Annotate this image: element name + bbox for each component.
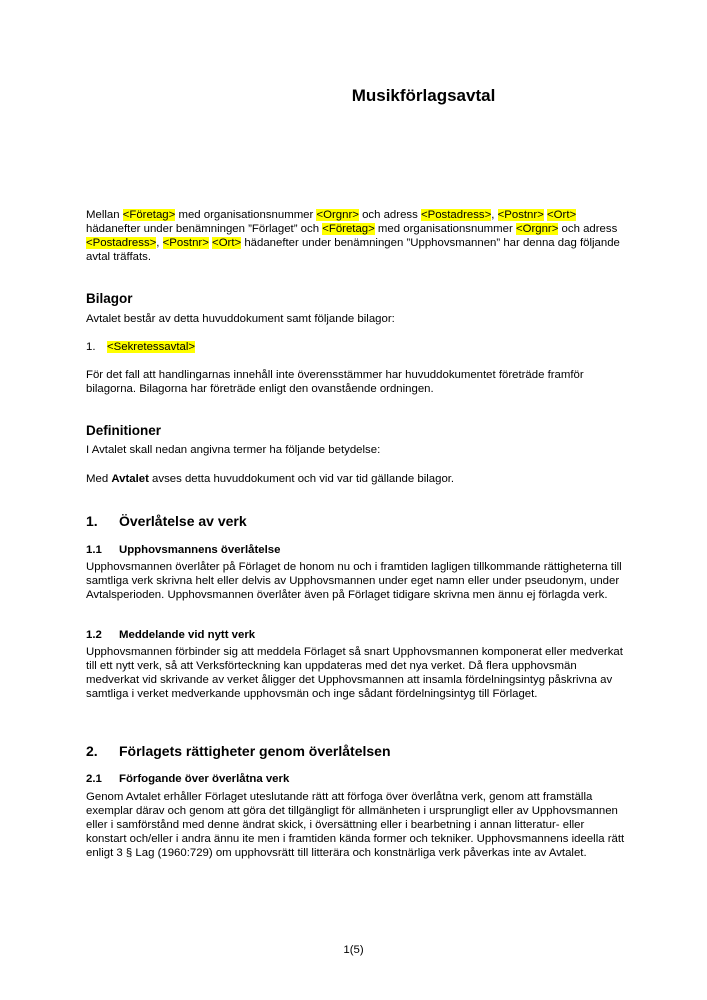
- bilagor-note: För det fall att handlingarnas innehåll inte överensstämmer har huvuddokumentet företräde framför bilagorna. Bilagorna har företräde enligt den ovanstående ordningen.: [86, 369, 584, 395]
- placeholder-postadress: <Postadress>: [420, 209, 492, 221]
- placeholder-ort: <Ort>: [547, 209, 577, 221]
- section-1-2-heading: 1.2 Meddelande vid nytt verk: [86, 629, 256, 641]
- definitioner-heading: Definitioner: [86, 423, 162, 438]
- section-2-1-text: Genom Avtalet erhåller Förlaget uteslutande rätt att förfoga över överlåtna verk, genom att framställa exemplar därav och genom att göra det tillgängligt för allmänheten i ursprungligt eller av Upphovsmannen eller i samförstånd med denne ändrat skick, i översättning eller i bearbetning i annan litteratur- eller konstart och/eller i andra ännu ite men i framtiden kända former och tekniker. Upphovsmannens ideella rätt enligt 3 § Lag (1960:729) om upphovsrätt till litterära och konstnärliga verk påverkas inte av Avtalet.: [86, 791, 625, 859]
- intro-paragraph: Mellan <Företag> med organisationsnummer <Orgnr> och adress <Postadress>, <Postnr> <Ort> hädanefter under benämningen ”Förlaget” och <Företag> med organisationsnummer <Orgnr> och adress <Postadress>, <Postnr> <Ort> hädanefter under benämningen ”Upphovsmannen” har denna dag följande avtal träffats.: [86, 209, 620, 263]
- list-number: 1.: [86, 341, 96, 353]
- defined-term: Avtalet: [111, 473, 149, 485]
- section-1-heading: 1. Överlåtelse av verk: [86, 513, 247, 529]
- section-1-1-heading: 1.1 Upphovsmannens överlåtelse: [86, 544, 281, 556]
- definition-avtalet: Med Avtalet avses detta huvuddokument och vid var tid gällande bilagor.: [86, 473, 455, 485]
- list-item: [86, 341, 195, 353]
- bilagor-heading: Bilagor: [86, 291, 133, 306]
- section-2-1-heading: 2.1 Förfogande över överlåtna verk: [86, 773, 290, 785]
- placeholder-company: <Företag>: [122, 209, 176, 221]
- document-title: Musikförlagsavtal: [351, 86, 496, 105]
- placeholder-orgnr: <Orgnr>: [316, 209, 359, 221]
- placeholder-postnr: <Postnr>: [497, 209, 544, 221]
- placeholder-ort-2: <Ort>: [212, 237, 242, 249]
- page-number: 1(5): [343, 944, 364, 956]
- placeholder-postnr-2: <Postnr>: [162, 237, 209, 249]
- placeholder-sekretessavtal: <Sekretessavtal>: [107, 341, 196, 353]
- section-2-heading: 2. Förlagets rättigheter genom överlåtelsen: [86, 743, 391, 759]
- placeholder-company-2: <Företag>: [322, 223, 375, 235]
- definitioner-text: I Avtalet skall nedan angivna termer ha följande betydelse:: [86, 444, 381, 456]
- bilagor-text: Avtalet består av detta huvuddokument samt följande bilagor:: [86, 313, 395, 325]
- section-1-2-text: Upphovsmannen förbinder sig att meddela Förlaget så snart Upphovsmannen komponerat eller medverkat till ett nytt verk, så att Verksförteckning kan uppdateras med det nya verket. Då flera upphovsmän medverkat vid skrivande av verket åligger det Upphovsmannen att insamla fördelningsintyg påskrivna av samtliga i verket medverkande upphovsmän och inge sådant fördelningsintyg till Förlaget.: [86, 646, 623, 700]
- placeholder-postadress-2: <Postadress>: [86, 237, 157, 249]
- placeholder-orgnr-2: <Orgnr>: [515, 223, 559, 235]
- section-1-1-text: Upphovsmannen överlåter på Förlaget de honom nu och i framtiden lagligen tillkommande rättigheterna till samtliga verk skrivna helt eller delvis av Upphovsmannen under eget namn eller under pseudonym, under Avtalsperioden. Upphovsmannen överlåter även på Förlaget tidigare skrivna men ännu ej förlagda verk.: [86, 561, 622, 601]
